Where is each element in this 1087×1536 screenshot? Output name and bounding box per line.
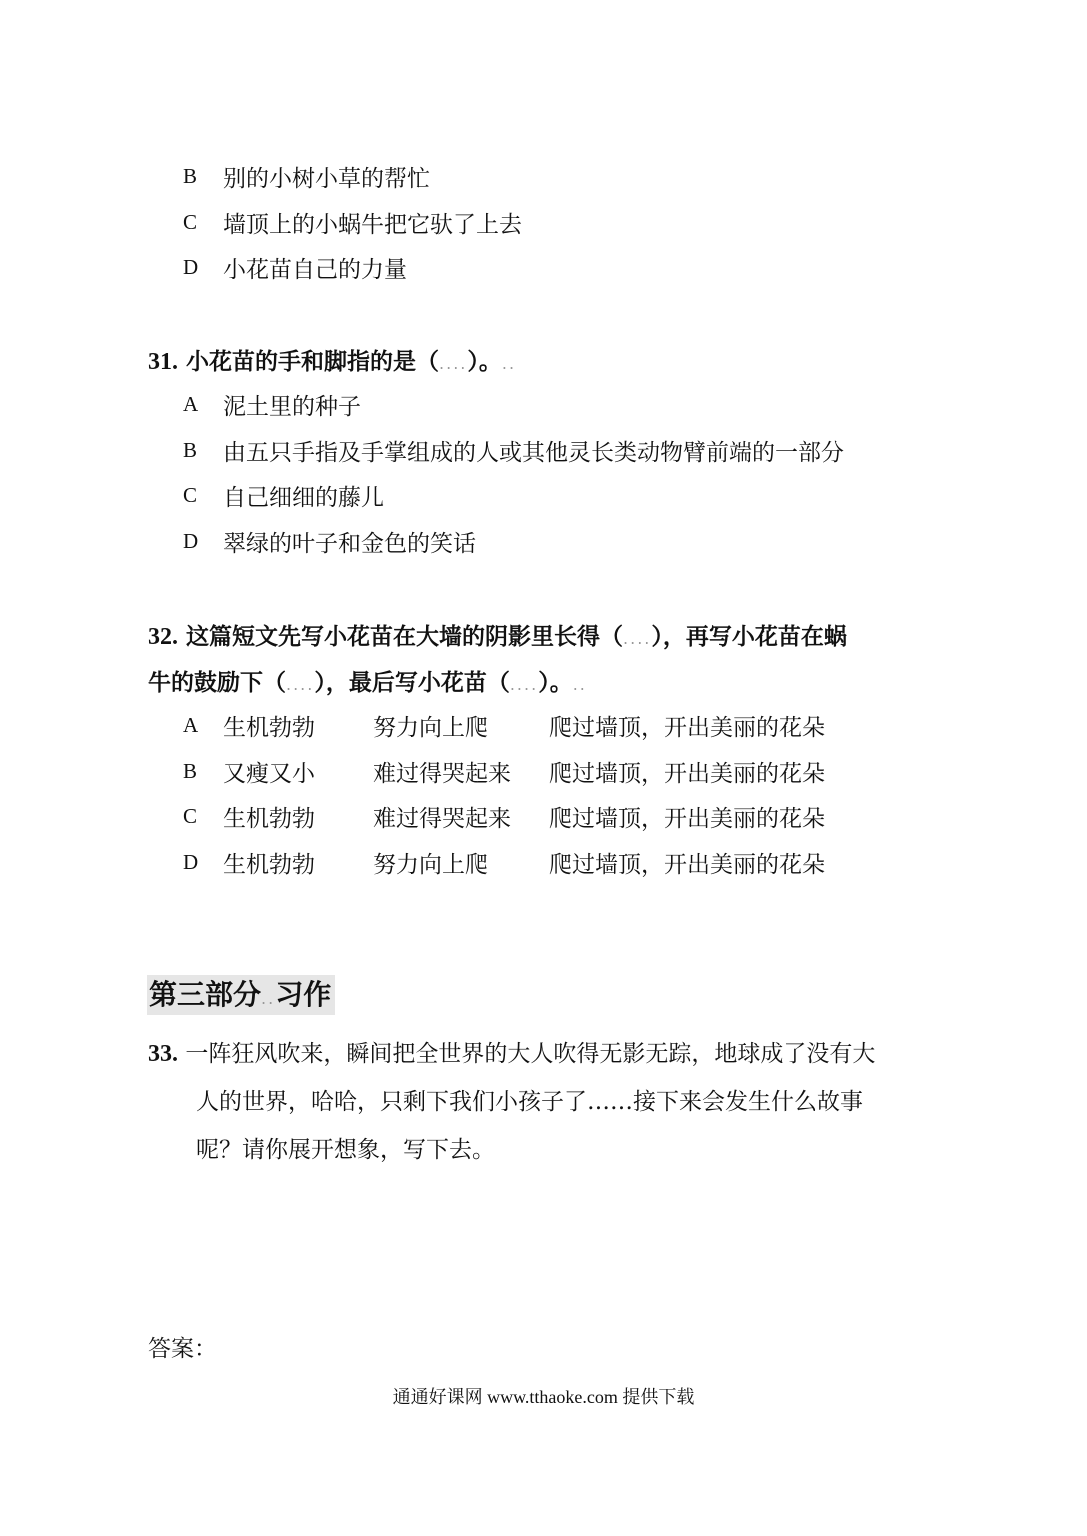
option-row (183, 154, 983, 200)
option-letter: B (183, 437, 198, 462)
blank-dots: .... (509, 675, 539, 694)
answer-label: 答案： (148, 1336, 217, 1362)
question-end: ）。 (467, 349, 502, 375)
section-subtitle: 习作 (275, 978, 332, 1011)
question-end: ）。 (538, 670, 573, 696)
trail-dots: .. (501, 354, 517, 373)
trail-dots: .. (572, 675, 587, 694)
blank-dots: .... (439, 354, 468, 373)
blank-dots: .... (286, 675, 315, 694)
essay-line: 人的世界，哈哈，只剩下我们小孩子了……接下来会发生什么故事 (196, 1089, 863, 1115)
page-footer: 通通好课网 www.tthaoke.com 提供下载 (392, 1387, 695, 1407)
option-row (183, 428, 983, 474)
option-row (183, 840, 983, 886)
option-text: 翠绿的叶子和金色的笑话 (223, 530, 476, 557)
question-number: 33. (148, 1041, 178, 1067)
option-letter: C (183, 209, 198, 234)
option-row (183, 749, 983, 795)
option-col-3: 爬过墙顶，开出美丽的花朵 (549, 806, 825, 833)
q31-title (148, 343, 516, 376)
option-col-2: 难过得哭起来 (373, 806, 511, 833)
option-col-1: 生机勃勃 (223, 851, 315, 878)
option-letter: B (183, 164, 198, 189)
question-stem: 这篇短文先写小花苗在大墙的阴影里长得（ (186, 624, 624, 650)
section-heading (147, 975, 335, 1015)
q30-options (183, 154, 983, 291)
question-stem: 小花苗的手和脚指的是（ (186, 349, 440, 375)
option-col-1: 生机勃勃 (223, 715, 315, 742)
option-letter: C (183, 483, 198, 508)
section-title: 第三部分 (149, 978, 262, 1011)
option-col-2: 难过得哭起来 (373, 760, 511, 787)
q32-title-line2 (148, 664, 587, 697)
option-col-3: 爬过墙顶，开出美丽的花朵 (549, 715, 825, 742)
option-row (183, 703, 983, 749)
option-letter: D (183, 255, 199, 280)
option-letter: C (183, 804, 198, 829)
option-row (183, 382, 983, 428)
q32-options (183, 703, 983, 885)
q32-title-line1 (148, 618, 847, 651)
option-col-3: 爬过墙顶，开出美丽的花朵 (549, 851, 825, 878)
option-col-3: 爬过墙顶，开出美丽的花朵 (549, 760, 825, 787)
essay-line: 呢？请你展开想象，写下去。 (196, 1137, 495, 1163)
option-row (183, 519, 983, 565)
essay-line (148, 1030, 948, 1078)
question-number: 31. (148, 349, 178, 375)
blank-dots: .... (623, 629, 652, 648)
question-number: 32. (148, 624, 178, 650)
question-stem-cont: 牛的鼓励下（ (148, 670, 286, 696)
option-letter: A (183, 713, 199, 738)
q31-options (183, 382, 983, 564)
option-row (183, 200, 983, 246)
option-text: 小花苗自己的力量 (223, 257, 407, 284)
option-text: 墙顶上的小蜗牛把它驮了上去 (223, 211, 522, 238)
option-text: 泥土里的种子 (223, 394, 361, 421)
option-text: 自己细细的藤儿 (223, 485, 384, 512)
option-text: 由五只手指及手掌组成的人或其他灵长类动物臂前端的一部分 (223, 439, 844, 466)
essay-text: 一阵狂风吹来，瞬间把全世界的大人吹得无影无踪，地球成了没有大 (185, 1041, 876, 1067)
option-letter: D (183, 849, 199, 874)
option-text: 别的小树小草的帮忙 (223, 166, 430, 193)
option-col-2: 努力向上爬 (373, 851, 488, 878)
option-col-1: 又瘦又小 (223, 760, 315, 787)
option-letter: B (183, 758, 198, 783)
question-stem-cont: ），最后写小花苗（ (314, 670, 510, 696)
option-col-2: 努力向上爬 (373, 715, 488, 742)
question-stem-cont: ），再写小花苗在蜗 (651, 624, 847, 650)
option-letter: A (183, 392, 199, 417)
option-row (183, 794, 983, 840)
q33-prompt (148, 1030, 948, 1174)
option-col-1: 生机勃勃 (223, 806, 315, 833)
option-letter: D (183, 528, 199, 553)
option-row (183, 473, 983, 519)
option-row (183, 245, 983, 291)
section-dots: .. (261, 989, 276, 1008)
